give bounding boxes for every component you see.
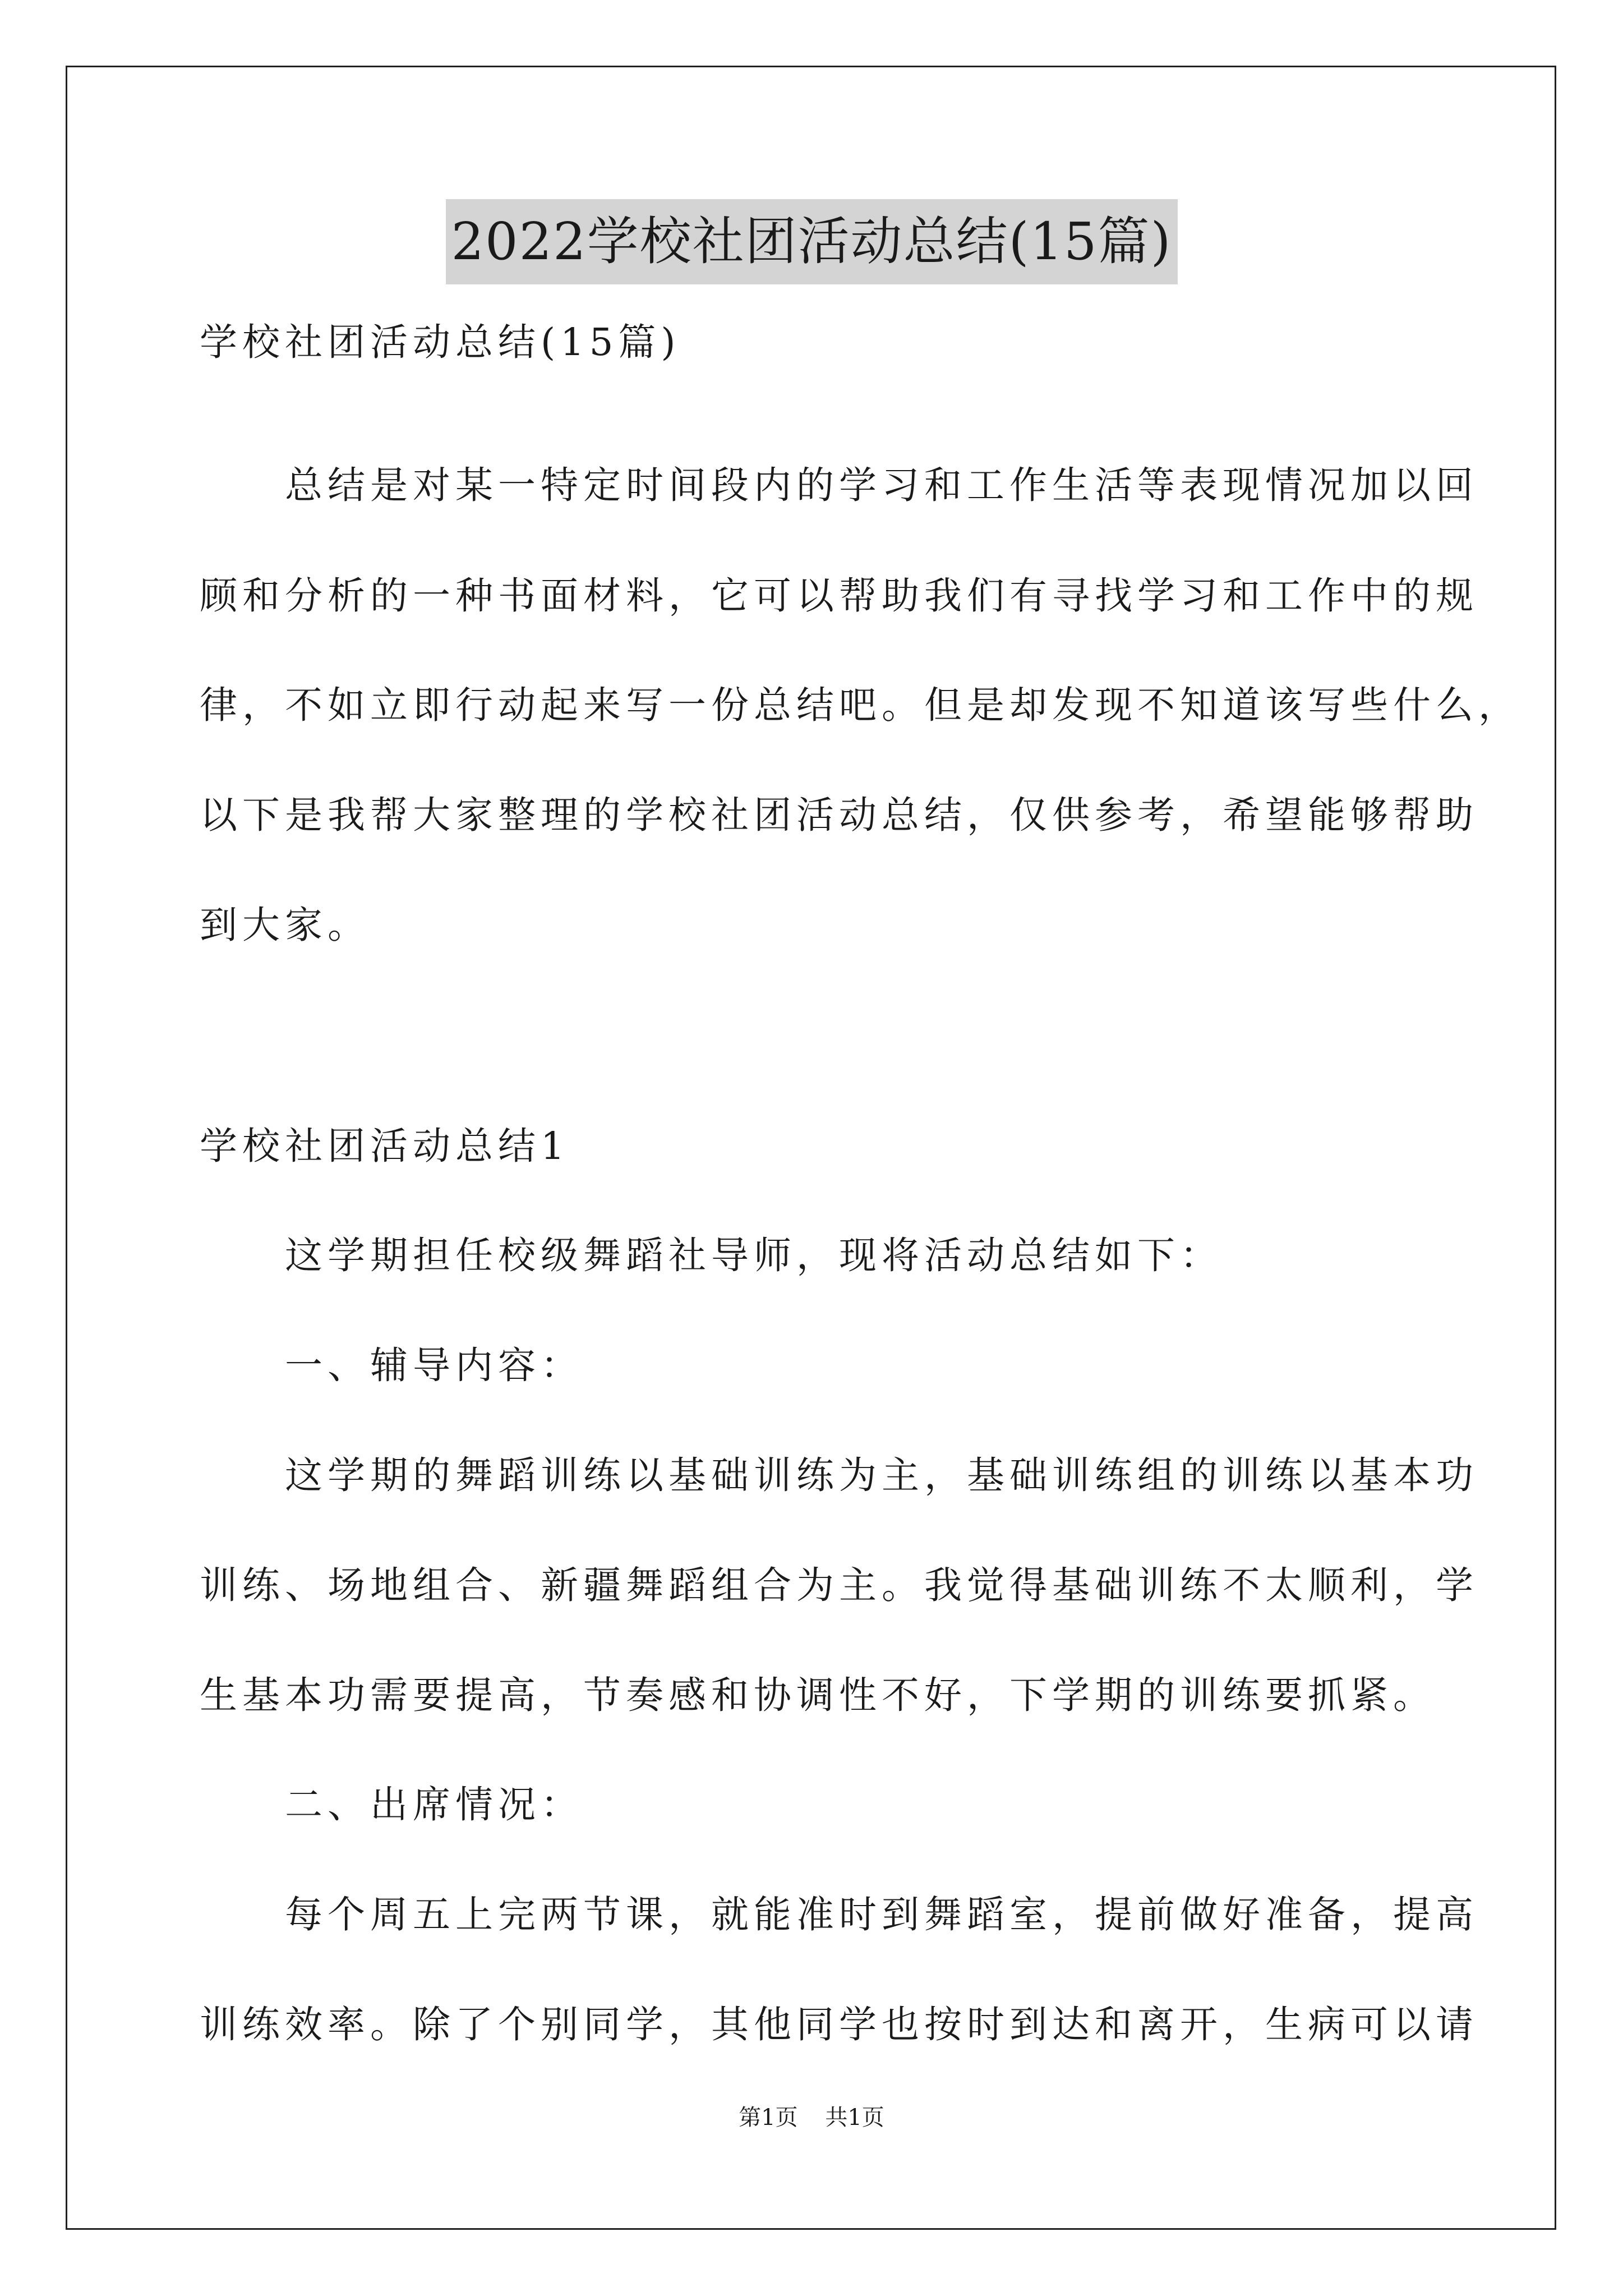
body-line-1: 这学期担任校级舞蹈社导师，现将活动总结如下： xyxy=(200,1234,1223,1277)
title-container xyxy=(0,199,1623,284)
body-line-2: 一、辅导内容： xyxy=(200,1343,583,1387)
intro-line-4: 以下是我帮大家整理的学校社团活动总结，仅供参考，希望能够帮助 xyxy=(200,793,1478,837)
body-line-8: 训练效率。除了个别同学，其他同学也按时到达和离开，生病可以请 xyxy=(200,2003,1478,2046)
intro-line-3: 律，不如立即行动起来写一份总结吧。但是却发现不知道该写些什么， xyxy=(200,683,1521,727)
page-footer xyxy=(0,2101,1623,2134)
body-line-3: 这学期的舞蹈训练以基础训练为主，基础训练组的训练以基本功 xyxy=(200,1453,1478,1497)
document-subtitle: 学校社团活动总结(15篇) xyxy=(200,320,681,364)
body-line-6: 二、出席情况： xyxy=(200,1783,583,1826)
body-line-7: 每个周五上完两节课，就能准时到舞蹈室，提前做好准备，提高 xyxy=(200,1893,1478,1936)
intro-line-2: 顾和分析的一种书面材料，它可以帮助我们有寻找学习和工作中的规 xyxy=(200,574,1478,618)
page-total: 共1页 xyxy=(825,2105,884,2131)
intro-line-1: 总结是对某一特定时间段内的学习和工作生活等表现情况加以回 xyxy=(200,463,1478,507)
body-line-5: 生基本功需要提高，节奏感和协调性不好，下学期的训练要抓紧。 xyxy=(200,1673,1436,1717)
section-heading: 学校社团活动总结1 xyxy=(200,1124,570,1168)
intro-line-5: 到大家。 xyxy=(200,903,370,947)
page-number: 第1页 xyxy=(739,2105,798,2131)
body-line-4: 训练、场地组合、新疆舞蹈组合为主。我觉得基础训练不太顺利，学 xyxy=(200,1563,1478,1607)
document-title: 2022学校社团活动总结(15篇) xyxy=(446,199,1178,284)
